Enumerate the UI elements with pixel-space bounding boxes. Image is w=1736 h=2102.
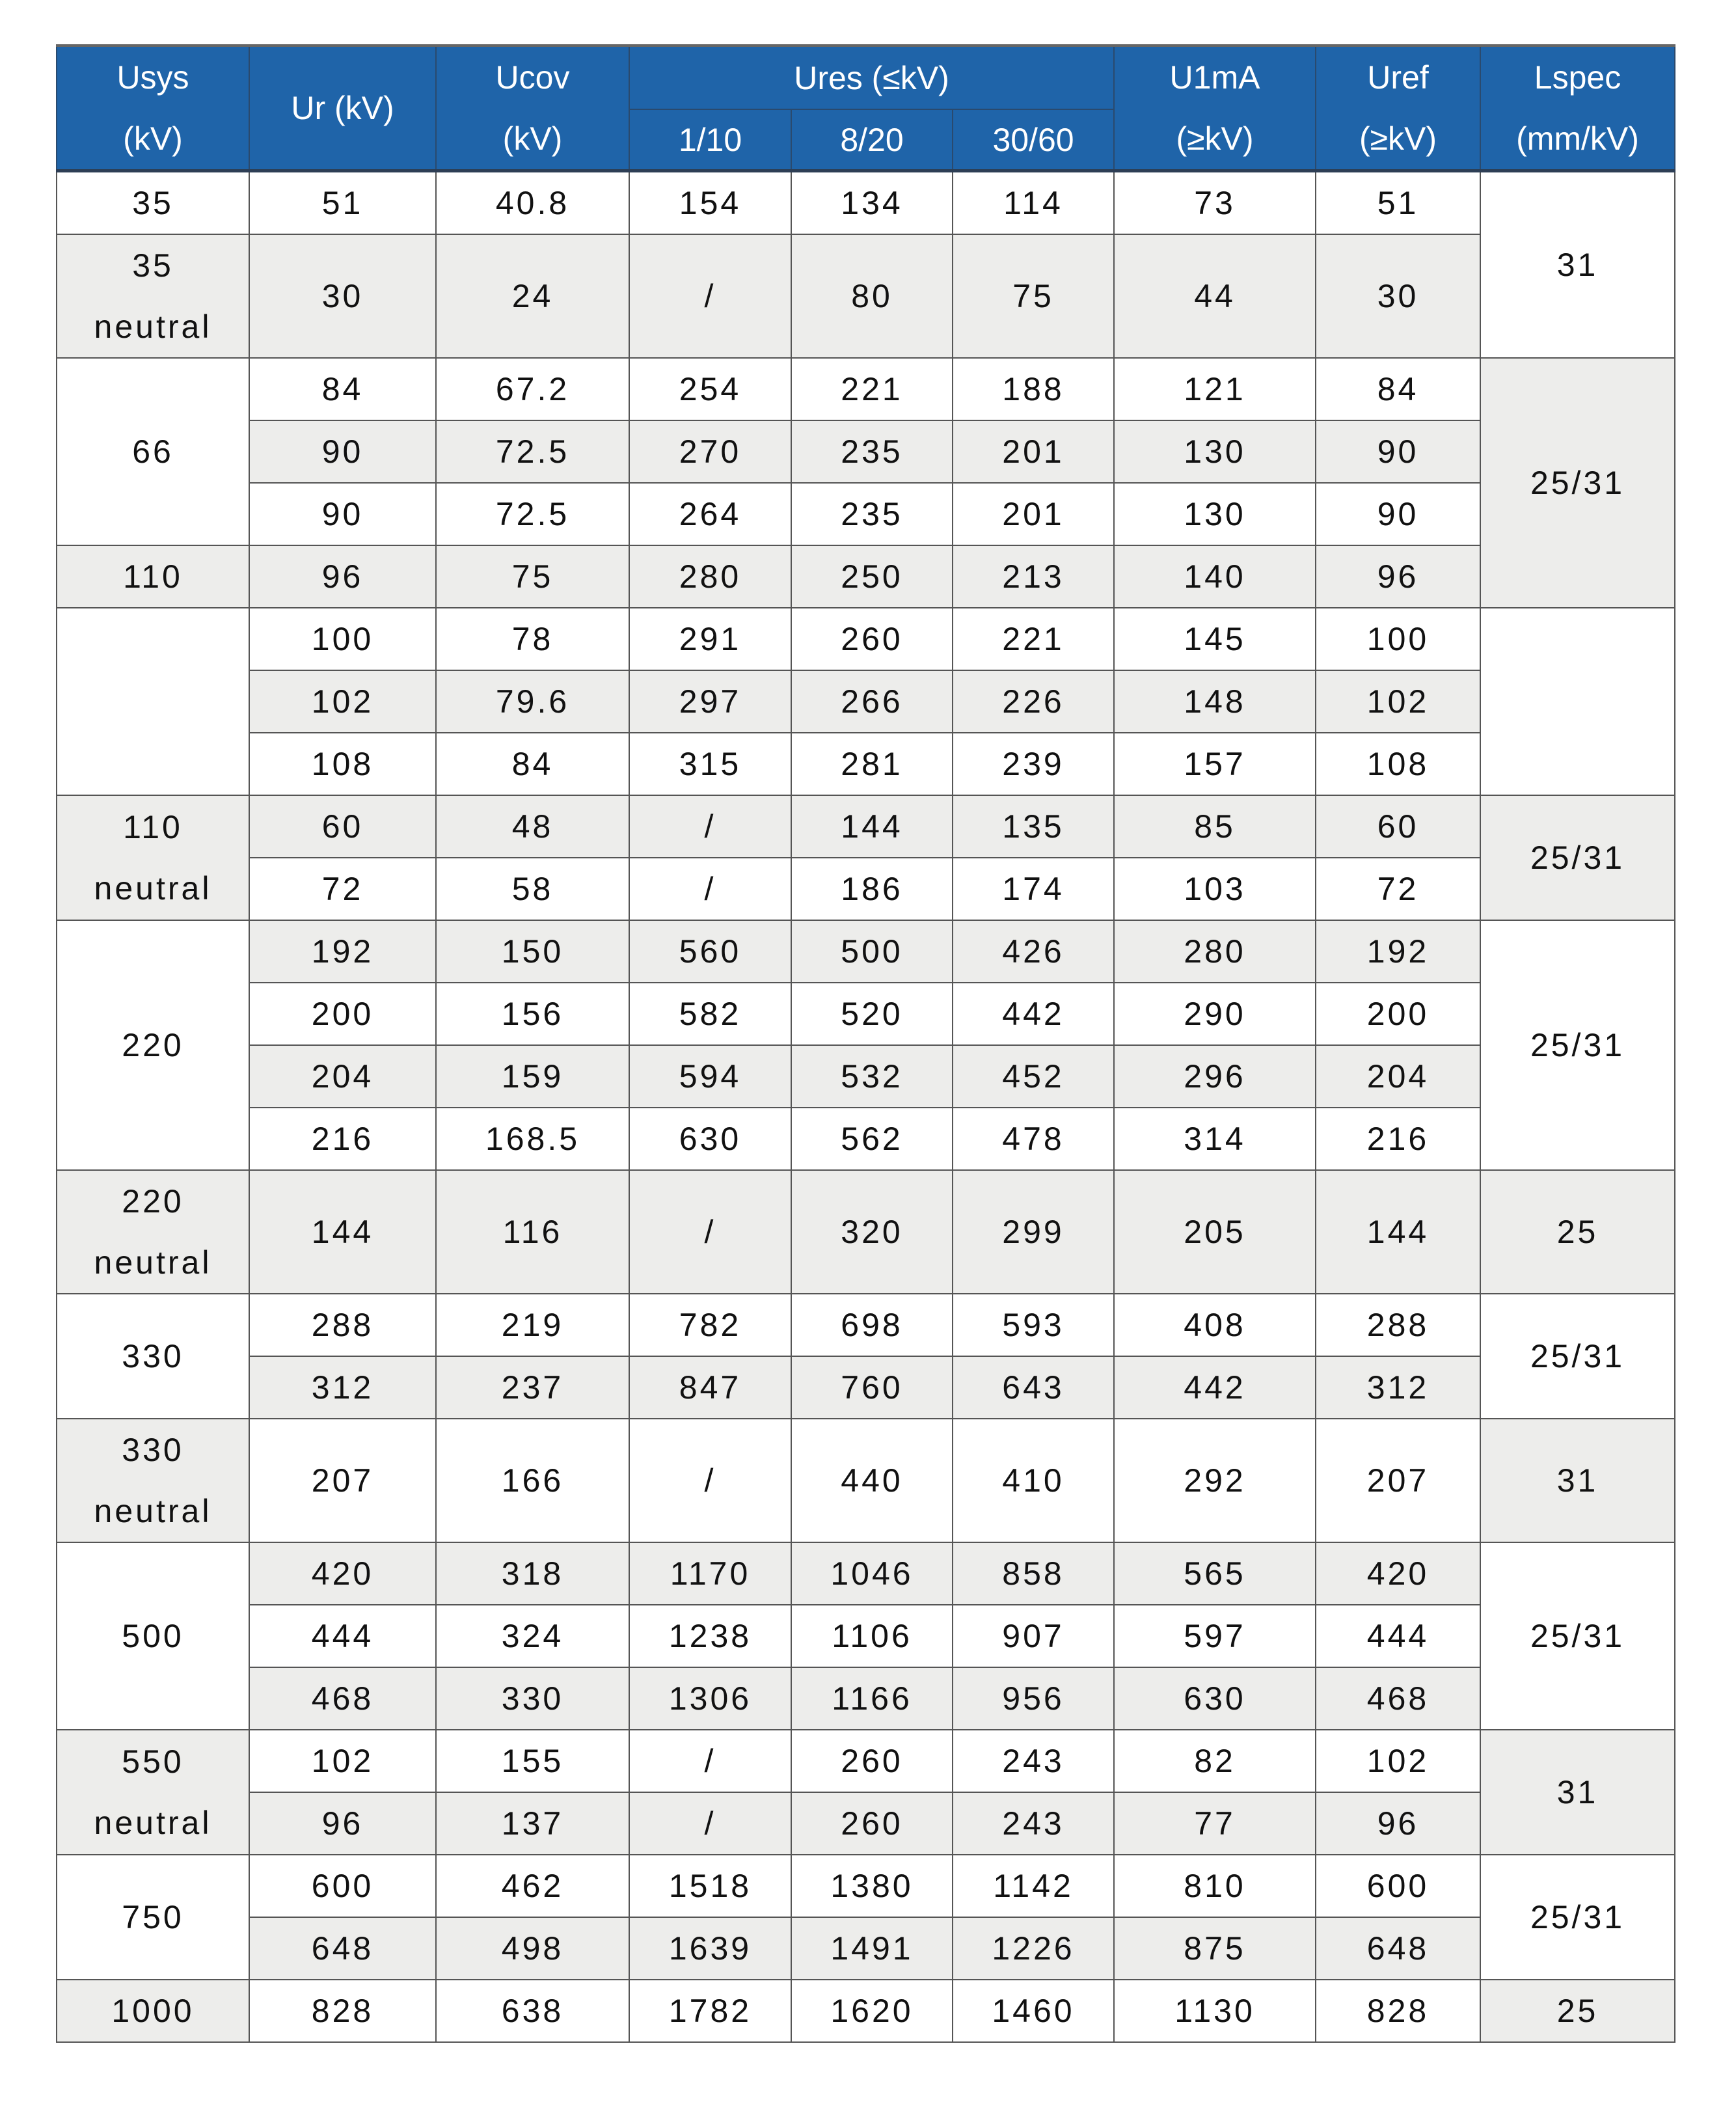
- cell-ures-30-60: 201: [953, 420, 1114, 483]
- cell-ures-1-10: 560: [629, 920, 791, 983]
- cell-usys: 330 neutral: [57, 1419, 249, 1542]
- cell-ures-1-10: 270: [629, 420, 791, 483]
- cell-ucov: 150: [436, 920, 629, 983]
- table-row: [57, 1356, 1675, 1419]
- cell-ures-1-10: 1639: [629, 1917, 791, 1980]
- table-row: [57, 795, 1675, 858]
- cell-ur: 216: [249, 1108, 436, 1170]
- cell-u1ma: 77: [1114, 1792, 1316, 1855]
- cell-usys: 1000: [57, 1980, 249, 2042]
- table-row: [57, 1294, 1675, 1356]
- cell-ucov: 462: [436, 1855, 629, 1917]
- cell-uref: 100: [1316, 608, 1480, 670]
- cell-ur: 204: [249, 1045, 436, 1108]
- cell-ucov: 638: [436, 1980, 629, 2042]
- cell-ures-30-60: 907: [953, 1605, 1114, 1667]
- cell-ures-1-10: 782: [629, 1294, 791, 1356]
- cell-ur: 600: [249, 1855, 436, 1917]
- cell-ures-30-60: 213: [953, 545, 1114, 608]
- cell-u1ma: 442: [1114, 1356, 1316, 1419]
- cell-ucov: 72.5: [436, 420, 629, 483]
- cell-ucov: 155: [436, 1730, 629, 1792]
- table-row: [57, 1855, 1675, 1917]
- cell-ures-1-10: 315: [629, 733, 791, 795]
- cell-ucov: 156: [436, 983, 629, 1045]
- cell-ur: 444: [249, 1605, 436, 1667]
- cell-u1ma: 630: [1114, 1667, 1316, 1730]
- header-usys: Usys (kV): [57, 46, 249, 171]
- cell-ures-8-20: 1106: [791, 1605, 953, 1667]
- cell-u1ma: 85: [1114, 795, 1316, 858]
- cell-uref: 216: [1316, 1108, 1480, 1170]
- cell-ur: 192: [249, 920, 436, 983]
- cell-ures-1-10: /: [629, 858, 791, 920]
- cell-ures-8-20: 1491: [791, 1917, 953, 1980]
- header-u1ma: U1mA (≥kV): [1114, 46, 1316, 171]
- cell-ures-30-60: 243: [953, 1730, 1114, 1792]
- cell-ures-8-20: 698: [791, 1294, 953, 1356]
- cell-ures-8-20: 260: [791, 1792, 953, 1855]
- cell-uref: 90: [1316, 483, 1480, 545]
- cell-ur: 200: [249, 983, 436, 1045]
- cell-ures-8-20: 1620: [791, 1980, 953, 2042]
- cell-ur: 312: [249, 1356, 436, 1419]
- cell-uref: 96: [1316, 545, 1480, 608]
- cell-ures-30-60: 221: [953, 608, 1114, 670]
- cell-ures-30-60: 593: [953, 1294, 1114, 1356]
- cell-uref: 600: [1316, 1855, 1480, 1917]
- cell-ures-1-10: 291: [629, 608, 791, 670]
- cell-ures-8-20: 520: [791, 983, 953, 1045]
- cell-u1ma: 157: [1114, 733, 1316, 795]
- cell-uref: 96: [1316, 1792, 1480, 1855]
- cell-uref: 468: [1316, 1667, 1480, 1730]
- cell-ucov: 159: [436, 1045, 629, 1108]
- cell-lspec: 25/31: [1480, 920, 1675, 1170]
- cell-u1ma: 290: [1114, 983, 1316, 1045]
- table-row: [57, 358, 1675, 420]
- cell-u1ma: 280: [1114, 920, 1316, 983]
- cell-ures-8-20: 260: [791, 608, 953, 670]
- cell-ur: 288: [249, 1294, 436, 1356]
- cell-ures-1-10: 264: [629, 483, 791, 545]
- cell-ures-8-20: 266: [791, 670, 953, 733]
- table-row: [57, 858, 1675, 920]
- cell-uref: 30: [1316, 234, 1480, 358]
- table-row: [57, 920, 1675, 983]
- cell-ucov: 48: [436, 795, 629, 858]
- cell-uref: 51: [1316, 171, 1480, 235]
- cell-ures-1-10: 154: [629, 171, 791, 235]
- cell-ur: 72: [249, 858, 436, 920]
- cell-ures-8-20: 1046: [791, 1542, 953, 1605]
- cell-ures-8-20: 80: [791, 234, 953, 358]
- cell-lspec: 25/31: [1480, 1542, 1675, 1730]
- cell-ucov: 84: [436, 733, 629, 795]
- cell-usys: 750: [57, 1855, 249, 1980]
- cell-lspec: [1480, 608, 1675, 795]
- cell-ures-8-20: 134: [791, 171, 953, 235]
- cell-u1ma: 103: [1114, 858, 1316, 920]
- table-row: [57, 608, 1675, 670]
- cell-ucov: 67.2: [436, 358, 629, 420]
- cell-lspec: 25: [1480, 1170, 1675, 1294]
- cell-ures-8-20: 221: [791, 358, 953, 420]
- cell-u1ma: 565: [1114, 1542, 1316, 1605]
- cell-uref: 420: [1316, 1542, 1480, 1605]
- cell-u1ma: 148: [1114, 670, 1316, 733]
- cell-ures-1-10: /: [629, 795, 791, 858]
- cell-ures-30-60: 239: [953, 733, 1114, 795]
- cell-uref: 312: [1316, 1356, 1480, 1419]
- cell-u1ma: 314: [1114, 1108, 1316, 1170]
- table-row: [57, 1605, 1675, 1667]
- table-row: [57, 1045, 1675, 1108]
- cell-ures-1-10: 1238: [629, 1605, 791, 1667]
- cell-uref: 102: [1316, 670, 1480, 733]
- header-ures: Ures (≤kV): [629, 46, 1114, 109]
- cell-uref: 192: [1316, 920, 1480, 983]
- cell-ures-8-20: 1166: [791, 1667, 953, 1730]
- cell-uref: 648: [1316, 1917, 1480, 1980]
- table-row: [57, 545, 1675, 608]
- cell-ures-1-10: 1170: [629, 1542, 791, 1605]
- cell-uref: 828: [1316, 1980, 1480, 2042]
- table-row: [57, 420, 1675, 483]
- cell-u1ma: 408: [1114, 1294, 1316, 1356]
- cell-ur: 102: [249, 1730, 436, 1792]
- header-uref: Uref (≥kV): [1316, 46, 1480, 171]
- cell-ur: 420: [249, 1542, 436, 1605]
- cell-ures-30-60: 410: [953, 1419, 1114, 1542]
- cell-ur: 108: [249, 733, 436, 795]
- cell-ucov: 219: [436, 1294, 629, 1356]
- cell-ures-1-10: /: [629, 1792, 791, 1855]
- table-row: [57, 483, 1675, 545]
- cell-uref: 72: [1316, 858, 1480, 920]
- cell-lspec: 31: [1480, 171, 1675, 359]
- table-row: [57, 733, 1675, 795]
- cell-ucov: 137: [436, 1792, 629, 1855]
- table-row: [57, 983, 1675, 1045]
- cell-ures-8-20: 320: [791, 1170, 953, 1294]
- cell-uref: 288: [1316, 1294, 1480, 1356]
- cell-ures-30-60: 75: [953, 234, 1114, 358]
- cell-ur: 100: [249, 608, 436, 670]
- cell-ucov: 40.8: [436, 171, 629, 235]
- cell-ur: 90: [249, 483, 436, 545]
- header-ures-8-20: 8/20: [791, 109, 953, 171]
- header-lspec: Lspec (mm/kV): [1480, 46, 1675, 171]
- cell-lspec: 31: [1480, 1419, 1675, 1542]
- cell-ures-1-10: /: [629, 1730, 791, 1792]
- cell-ures-30-60: 1226: [953, 1917, 1114, 1980]
- header-ur: Ur (kV): [249, 46, 436, 171]
- cell-ures-30-60: 174: [953, 858, 1114, 920]
- cell-ures-30-60: 442: [953, 983, 1114, 1045]
- cell-usys: 550 neutral: [57, 1730, 249, 1855]
- cell-uref: 108: [1316, 733, 1480, 795]
- cell-usys: 110 neutral: [57, 795, 249, 920]
- cell-ucov: 58: [436, 858, 629, 920]
- cell-ucov: 78: [436, 608, 629, 670]
- cell-ures-30-60: 114: [953, 171, 1114, 235]
- cell-ures-8-20: 186: [791, 858, 953, 920]
- table-row: [57, 1542, 1675, 1605]
- cell-ucov: 79.6: [436, 670, 629, 733]
- cell-uref: 84: [1316, 358, 1480, 420]
- cell-usys: 220: [57, 920, 249, 1170]
- cell-ures-30-60: 188: [953, 358, 1114, 420]
- cell-ures-1-10: 630: [629, 1108, 791, 1170]
- table-row: [57, 234, 1675, 358]
- cell-ures-1-10: 594: [629, 1045, 791, 1108]
- cell-ures-8-20: 1380: [791, 1855, 953, 1917]
- cell-u1ma: 296: [1114, 1045, 1316, 1108]
- cell-u1ma: 140: [1114, 545, 1316, 608]
- table-row: [57, 171, 1675, 235]
- table-body: [57, 171, 1675, 2043]
- cell-u1ma: 82: [1114, 1730, 1316, 1792]
- cell-u1ma: 44: [1114, 234, 1316, 358]
- cell-ures-8-20: 440: [791, 1419, 953, 1542]
- cell-ures-30-60: 226: [953, 670, 1114, 733]
- cell-usys: 66: [57, 358, 249, 545]
- cell-lspec: 31: [1480, 1730, 1675, 1855]
- cell-uref: 207: [1316, 1419, 1480, 1542]
- cell-usys: 35 neutral: [57, 234, 249, 358]
- cell-usys: [57, 608, 249, 795]
- cell-ur: 96: [249, 545, 436, 608]
- cell-uref: 204: [1316, 1045, 1480, 1108]
- table-header: [57, 46, 1675, 171]
- header-ucov: Ucov (kV): [436, 46, 629, 171]
- table-row: [57, 1792, 1675, 1855]
- cell-usys: 110: [57, 545, 249, 608]
- cell-ucov: 24: [436, 234, 629, 358]
- cell-u1ma: 121: [1114, 358, 1316, 420]
- cell-u1ma: 292: [1114, 1419, 1316, 1542]
- cell-u1ma: 130: [1114, 420, 1316, 483]
- cell-uref: 144: [1316, 1170, 1480, 1294]
- table-row: [57, 670, 1675, 733]
- cell-ures-8-20: 500: [791, 920, 953, 983]
- cell-ures-30-60: 1142: [953, 1855, 1114, 1917]
- cell-ures-1-10: 254: [629, 358, 791, 420]
- cell-ures-8-20: 260: [791, 1730, 953, 1792]
- cell-ur: 84: [249, 358, 436, 420]
- cell-ur: 648: [249, 1917, 436, 1980]
- cell-u1ma: 1130: [1114, 1980, 1316, 2042]
- cell-ucov: 237: [436, 1356, 629, 1419]
- cell-ures-1-10: 280: [629, 545, 791, 608]
- cell-ures-8-20: 144: [791, 795, 953, 858]
- cell-ures-1-10: 297: [629, 670, 791, 733]
- cell-ucov: 168.5: [436, 1108, 629, 1170]
- table-row: [57, 1667, 1675, 1730]
- cell-ucov: 116: [436, 1170, 629, 1294]
- cell-ur: 90: [249, 420, 436, 483]
- cell-ures-30-60: 1460: [953, 1980, 1114, 2042]
- cell-lspec: 25: [1480, 1980, 1675, 2042]
- cell-ures-8-20: 250: [791, 545, 953, 608]
- header-ures-1-10: 1/10: [629, 109, 791, 171]
- cell-lspec: 25/31: [1480, 1855, 1675, 1980]
- cell-ucov: 318: [436, 1542, 629, 1605]
- cell-ures-30-60: 243: [953, 1792, 1114, 1855]
- cell-ur: 468: [249, 1667, 436, 1730]
- cell-ucov: 72.5: [436, 483, 629, 545]
- cell-uref: 102: [1316, 1730, 1480, 1792]
- cell-u1ma: 205: [1114, 1170, 1316, 1294]
- cell-ures-30-60: 201: [953, 483, 1114, 545]
- cell-ucov: 498: [436, 1917, 629, 1980]
- cell-ures-30-60: 135: [953, 795, 1114, 858]
- cell-ur: 207: [249, 1419, 436, 1542]
- cell-usys: 35: [57, 171, 249, 235]
- cell-u1ma: 597: [1114, 1605, 1316, 1667]
- cell-u1ma: 145: [1114, 608, 1316, 670]
- cell-u1ma: 810: [1114, 1855, 1316, 1917]
- cell-ures-30-60: 452: [953, 1045, 1114, 1108]
- cell-ures-30-60: 643: [953, 1356, 1114, 1419]
- cell-ures-1-10: /: [629, 1419, 791, 1542]
- cell-ur: 96: [249, 1792, 436, 1855]
- cell-ures-30-60: 858: [953, 1542, 1114, 1605]
- cell-u1ma: 875: [1114, 1917, 1316, 1980]
- cell-usys: 500: [57, 1542, 249, 1730]
- table-row: [57, 1980, 1675, 2042]
- table-row: [57, 1419, 1675, 1542]
- cell-ures-8-20: 760: [791, 1356, 953, 1419]
- cell-ur: 144: [249, 1170, 436, 1294]
- cell-lspec: 25/31: [1480, 1294, 1675, 1419]
- cell-ur: 30: [249, 234, 436, 358]
- cell-uref: 444: [1316, 1605, 1480, 1667]
- cell-uref: 90: [1316, 420, 1480, 483]
- cell-ures-1-10: 1782: [629, 1980, 791, 2042]
- cell-ures-1-10: 582: [629, 983, 791, 1045]
- cell-ures-8-20: 532: [791, 1045, 953, 1108]
- cell-uref: 200: [1316, 983, 1480, 1045]
- cell-ures-8-20: 235: [791, 420, 953, 483]
- cell-u1ma: 130: [1114, 483, 1316, 545]
- table-row: [57, 1170, 1675, 1294]
- cell-ures-8-20: 281: [791, 733, 953, 795]
- cell-ur: 60: [249, 795, 436, 858]
- cell-ur: 828: [249, 1980, 436, 2042]
- cell-ures-1-10: 1306: [629, 1667, 791, 1730]
- cell-usys: 330: [57, 1294, 249, 1419]
- cell-ures-30-60: 299: [953, 1170, 1114, 1294]
- table-row: [57, 1108, 1675, 1170]
- cell-ures-1-10: /: [629, 234, 791, 358]
- table-row: [57, 1917, 1675, 1980]
- cell-ures-1-10: 847: [629, 1356, 791, 1419]
- cell-usys: 220 neutral: [57, 1170, 249, 1294]
- cell-lspec: 25/31: [1480, 795, 1675, 920]
- cell-ur: 51: [249, 171, 436, 235]
- cell-ur: 102: [249, 670, 436, 733]
- cell-ucov: 324: [436, 1605, 629, 1667]
- cell-ures-1-10: /: [629, 1170, 791, 1294]
- header-ures-30-60: 30/60: [953, 109, 1114, 171]
- cell-ucov: 166: [436, 1419, 629, 1542]
- cell-ures-30-60: 478: [953, 1108, 1114, 1170]
- cell-ures-30-60: 426: [953, 920, 1114, 983]
- cell-ucov: 75: [436, 545, 629, 608]
- cell-ures-1-10: 1518: [629, 1855, 791, 1917]
- cell-ures-8-20: 235: [791, 483, 953, 545]
- cell-ucov: 330: [436, 1667, 629, 1730]
- cell-uref: 60: [1316, 795, 1480, 858]
- table-row: [57, 1730, 1675, 1792]
- cell-lspec: 25/31: [1480, 358, 1675, 608]
- arrester-parameters-table: [56, 44, 1675, 2043]
- cell-u1ma: 73: [1114, 171, 1316, 235]
- cell-ures-8-20: 562: [791, 1108, 953, 1170]
- cell-ures-30-60: 956: [953, 1667, 1114, 1730]
